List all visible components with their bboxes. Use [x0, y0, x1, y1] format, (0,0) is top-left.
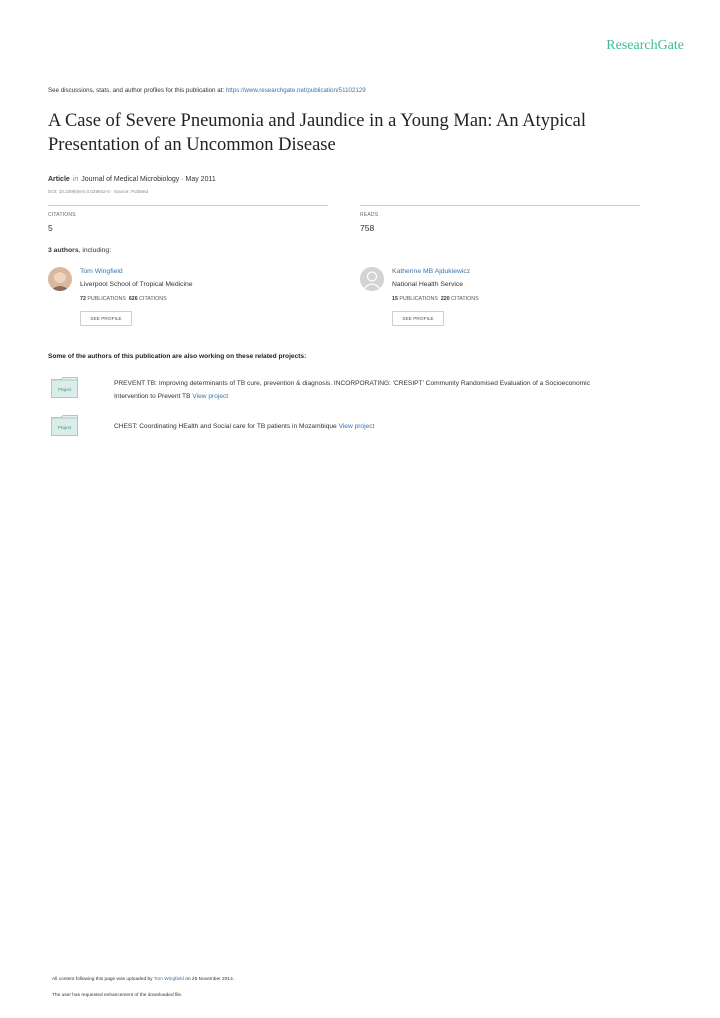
author-avatar-tom-wingfield[interactable]: [48, 267, 72, 291]
upload-notice-suffix: on 25 November 2014.: [185, 977, 235, 982]
discussion-notice: [48, 87, 366, 94]
default-user-icon: [360, 267, 384, 291]
see-profile-button-katherine-ajdukiewicz[interactable]: SEE PROFILE: [392, 311, 444, 326]
author-publications-count: 72: [80, 296, 86, 302]
upload-notice: [52, 977, 234, 982]
journal-name[interactable]: Journal of Medical Microbiology · May 2011: [81, 176, 216, 183]
related-projects-heading: Some of the authors of this publication are also working on these related projects:: [48, 353, 307, 360]
author-citations-label: CITATIONS: [139, 296, 167, 302]
authors-heading: [48, 247, 111, 254]
author-citations-label: CITATIONS: [451, 296, 479, 302]
author-name-link[interactable]: Katherine MB Ajdukiewicz: [392, 268, 471, 275]
publication-doi: DOI: 10.1099/jmm.0.029942-0 · Source: PubMed: [48, 189, 149, 194]
related-project-item: [114, 421, 654, 434]
related-project-item: [114, 378, 654, 403]
author-institution[interactable]: National Health Service: [392, 281, 464, 288]
citations-value: 5: [48, 223, 53, 233]
project-icon-label: Project: [57, 425, 72, 430]
reads-value: 758: [360, 223, 375, 233]
author-publications-count: 15: [392, 296, 398, 302]
project-icon-label: Project: [57, 387, 72, 392]
author-publications-label: PUBLICATIONS: [399, 296, 438, 302]
see-profile-button-tom-wingfield[interactable]: SEE PROFILE: [80, 311, 132, 326]
publication-title-line-1: A Case of Severe Pneumonia and Jaundice in a Young Man: An Atypical: [48, 111, 586, 131]
author-stats: [392, 296, 479, 302]
authors-count: 3 authors: [48, 247, 79, 254]
researchgate-logo[interactable]: ResearchGate: [606, 38, 684, 53]
project-folder-icon: [51, 415, 78, 436]
enhancement-notice: The user has requested enhancement of the downloaded file.: [52, 993, 183, 998]
divider-left: [48, 205, 328, 206]
project-description-line-1: PREVENT TB: Improving determinants of TB cure, prevention & diagnosis. INCORPORATING: 'CRESIPT' Community Randomised Evaluation of a Socioeconomic: [114, 380, 590, 387]
author-stats: [80, 296, 167, 302]
author-citations-count: 626: [128, 296, 138, 302]
divider-right: [360, 205, 640, 206]
author-avatar-katherine-ajdukiewicz[interactable]: [360, 267, 384, 291]
uploader-link[interactable]: Tom Wingfield: [153, 977, 184, 982]
project-description-line-2: Intervention to Prevent TB View project: [114, 392, 229, 400]
publication-url-link[interactable]: https://www.researchgate.net/publication/51102129: [225, 87, 366, 94]
in-word: in: [72, 176, 79, 183]
project-description: CHEST: Coordinating HEalth and Social care for TB patients in Mozambique: [114, 423, 337, 430]
publication-type: Article: [48, 176, 70, 183]
upload-notice-prefix: All content following this page was uploaded by: [52, 977, 153, 982]
publication-title-line-2: Presentation of an Uncommon Disease: [48, 135, 336, 155]
discussion-notice-text: See discussions, stats, and author profiles for this publication at:: [48, 87, 225, 94]
project-folder-icon: [51, 377, 78, 398]
reads-label: READS: [360, 212, 379, 218]
author-publications-label: PUBLICATIONS: [87, 296, 126, 302]
publication-title: [48, 109, 668, 157]
avatar-photo-icon: [48, 267, 72, 291]
view-project-link[interactable]: View project: [338, 423, 375, 430]
authors-suffix: , including:: [78, 247, 112, 254]
view-project-link[interactable]: View project: [192, 392, 229, 400]
author-name-link[interactable]: Tom Wingfield: [80, 268, 123, 275]
author-institution[interactable]: Liverpool School of Tropical Medicine: [80, 281, 193, 288]
publication-meta: [48, 176, 216, 183]
citations-label: CITATIONS: [48, 212, 76, 218]
author-citations-count: 220: [440, 296, 450, 302]
